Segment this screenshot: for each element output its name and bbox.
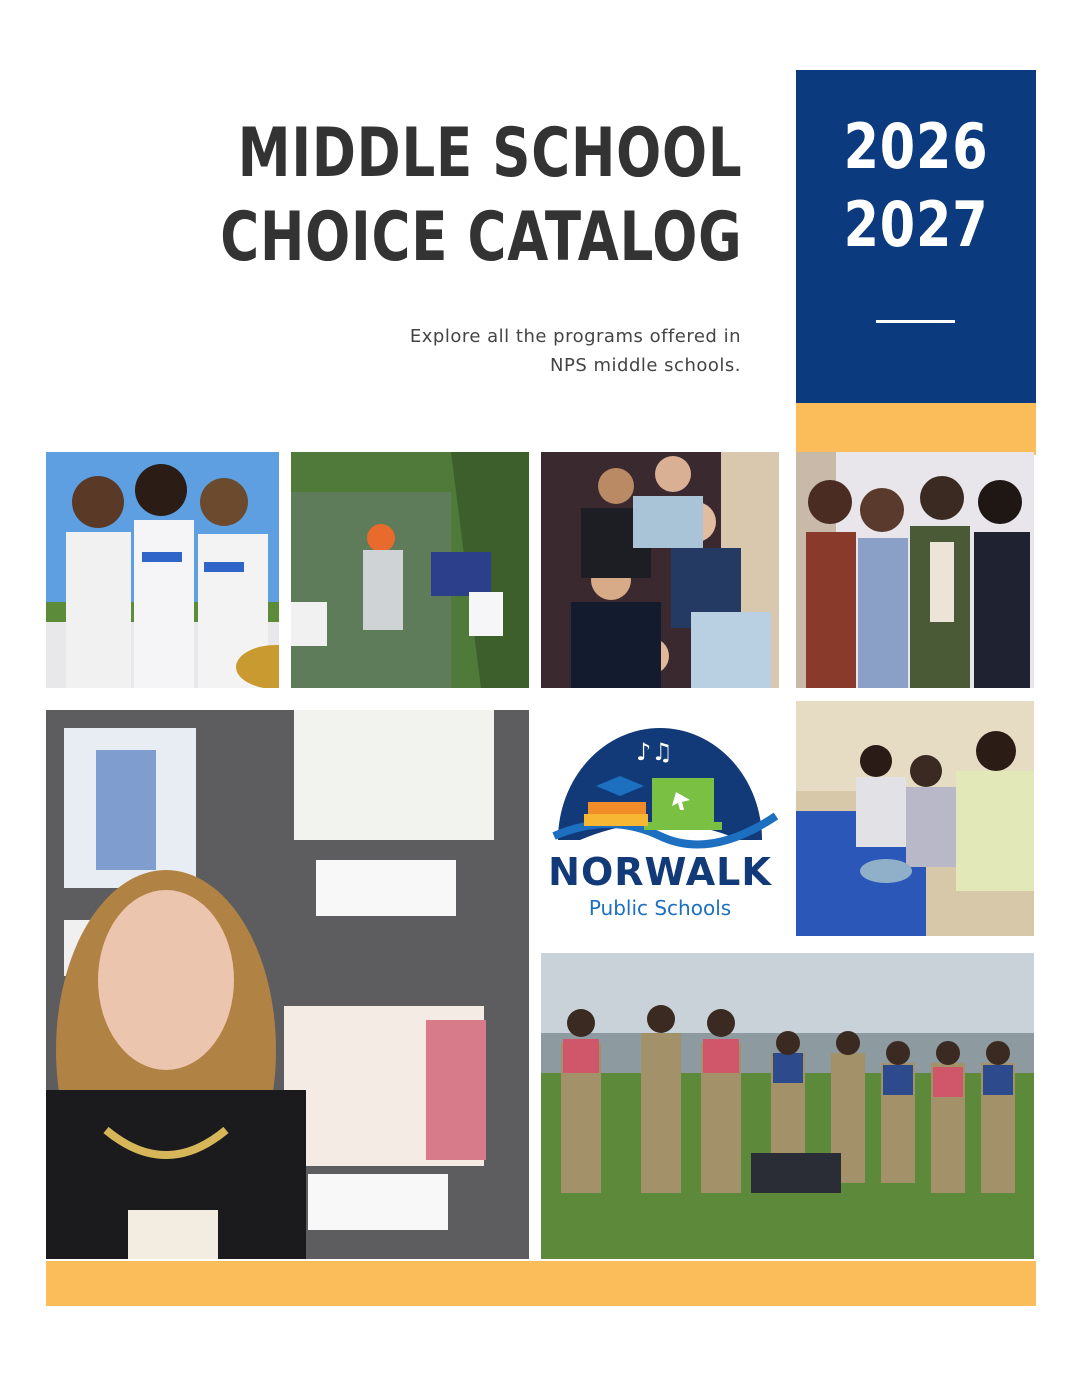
svg-text:♪♫: ♪♫ xyxy=(636,738,673,766)
logo-subname: Public Schools xyxy=(588,896,732,920)
photo-art-exhibit xyxy=(46,710,529,1259)
subtitle-line-1: Explore all the programs offered in xyxy=(409,326,741,347)
title-line-2: CHOICE CATALOG xyxy=(219,198,742,277)
photo-science-lab xyxy=(796,701,1034,936)
year-end: 2027 xyxy=(843,188,989,261)
norwalk-logo xyxy=(540,720,780,930)
year-box xyxy=(796,70,1036,403)
year-start: 2026 xyxy=(843,110,989,183)
photo-girls-group xyxy=(796,452,1034,688)
photo-students-band xyxy=(46,452,279,688)
photo-chorus xyxy=(541,452,779,688)
year-divider xyxy=(876,320,955,323)
catalog-subtitle xyxy=(321,322,741,380)
logo-name: NORWALK xyxy=(548,850,772,894)
catalog-title xyxy=(220,112,742,280)
accent-bar-bottom xyxy=(46,1261,1036,1306)
accent-bar-top xyxy=(796,403,1036,455)
school-year xyxy=(796,108,1036,264)
photo-waders-group xyxy=(541,953,1034,1259)
title-line-1: MIDDLE SCHOOL xyxy=(237,114,742,193)
photo-stream-sampling xyxy=(291,452,529,688)
subtitle-line-2: NPS middle schools. xyxy=(550,355,741,376)
